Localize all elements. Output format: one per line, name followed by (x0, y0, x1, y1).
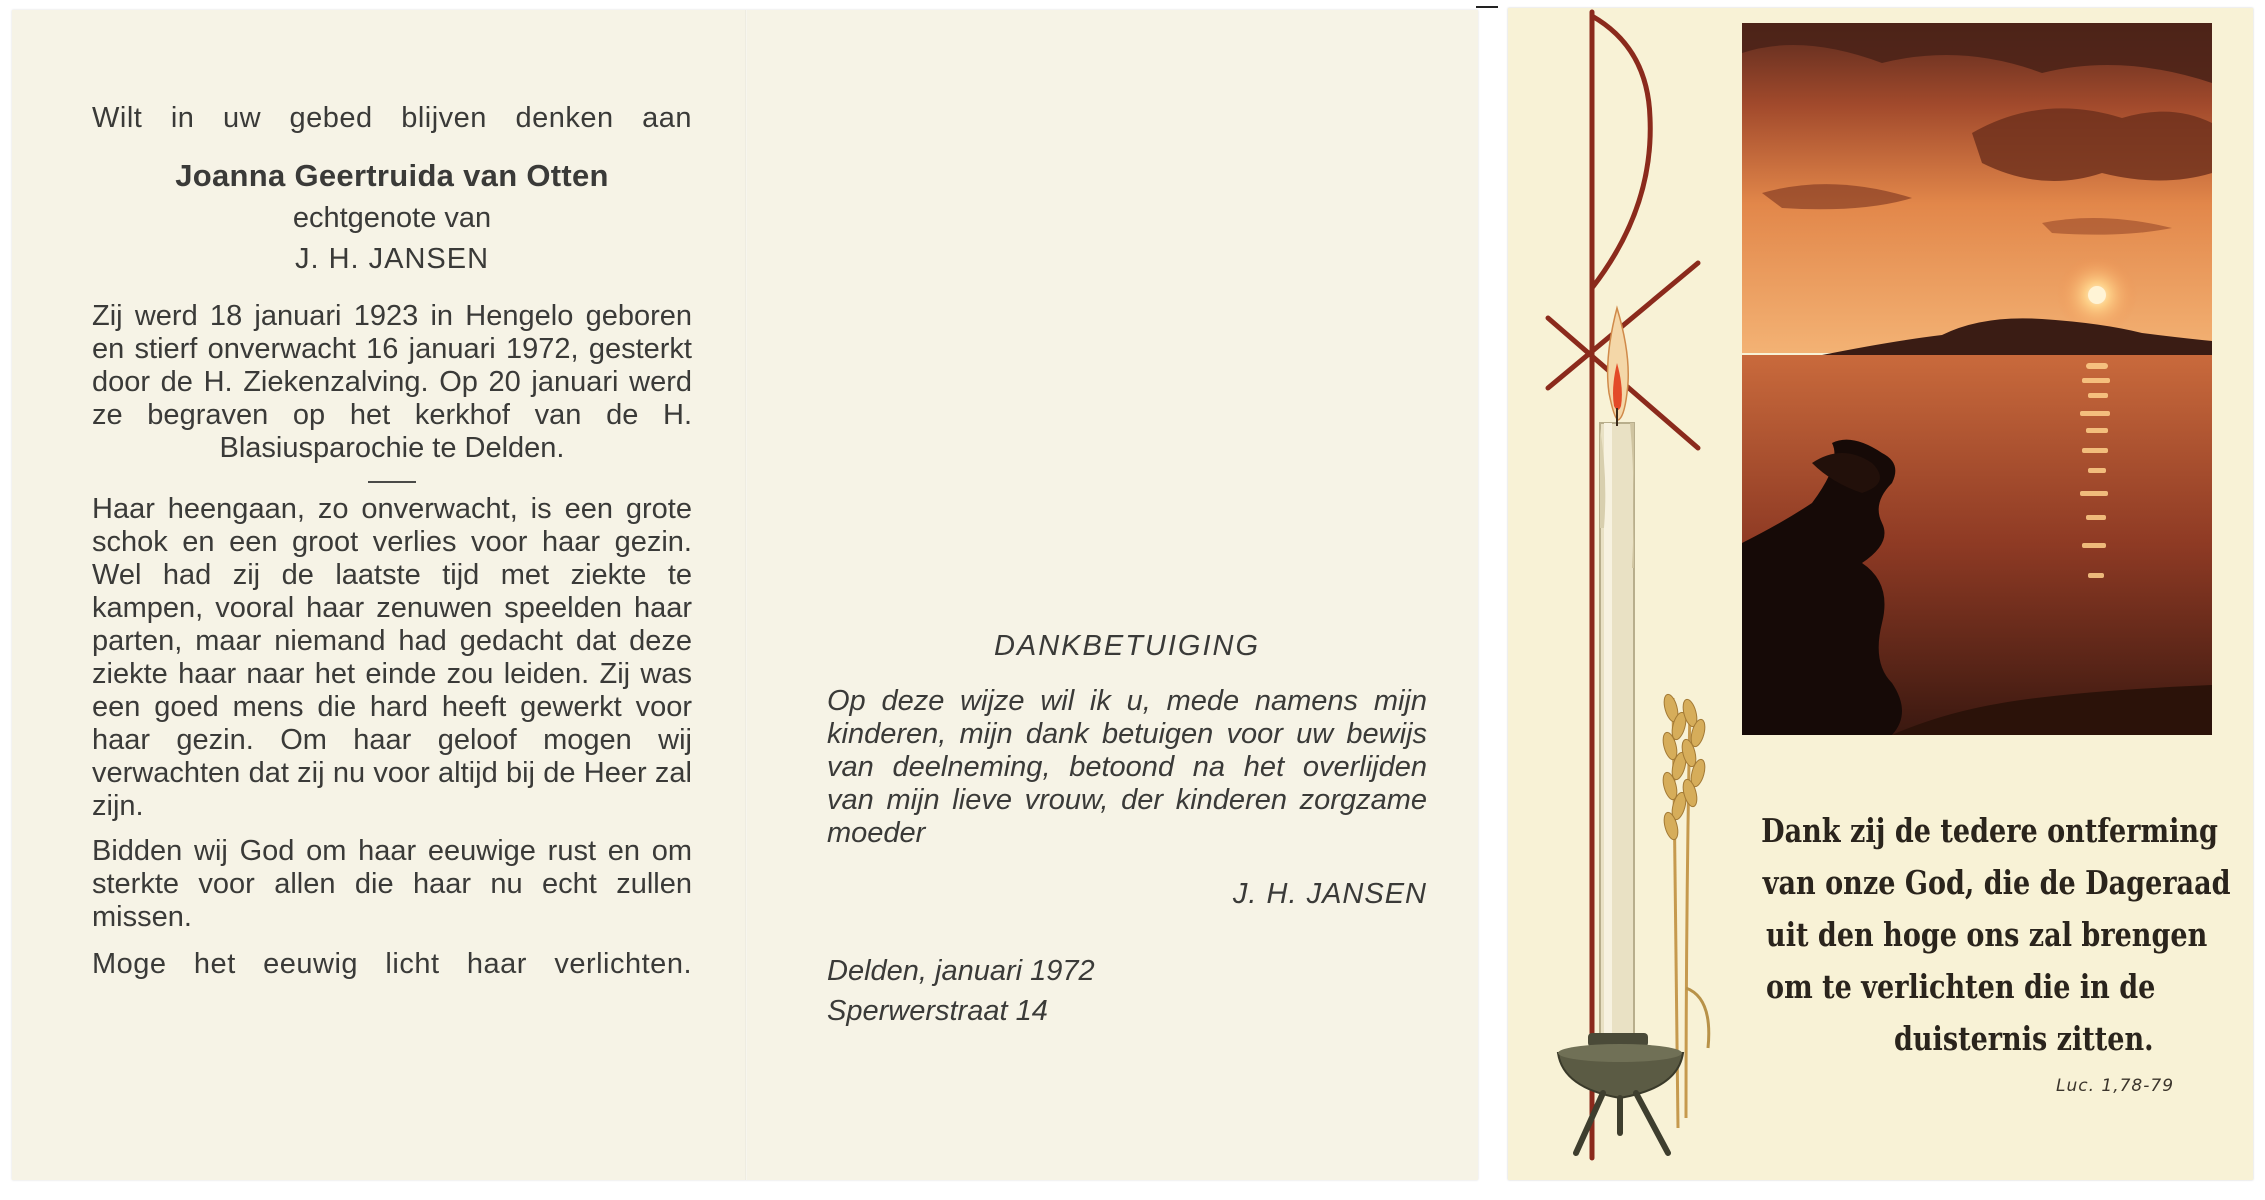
scripture-reference: Luc. 1,78-79 (2056, 1076, 2175, 1096)
intro-line: Wilt in uw gebed blijven denken aan (92, 102, 692, 134)
thanks-signature: J. H. JANSEN (1232, 878, 1427, 910)
biography-paragraph: Zij werd 18 januari 1923 in Hengelo geboren en stierf onverwacht 16 januari 1972, gesterkt door de H. Ziekenzalving. Op 20 januari werd ze begraven op het kerkhof van de H. Blasiusparochie te Delden. (92, 300, 692, 464)
candle-chi-rho-ornament (1508, 8, 1753, 1180)
deceased-name: Joanna Geertruida van Otten (175, 158, 609, 193)
closing-line: Moge het eeuwig licht haar verlichten. (92, 948, 692, 980)
memorial-card-folded (12, 10, 1478, 1180)
thanks-body: Op deze wijze wil ik u, mede namens mijn kinderen, mijn dank betuigen voor uw bewijs van deelneming, betoond na het overlijden van mijn lieve vrouw, der kinderen zorgzame moeder (827, 685, 1427, 849)
thanks-panel (827, 630, 1427, 1028)
verse-line: Dank zij de tedere ontferming (1761, 811, 2218, 850)
divider-rule (368, 481, 416, 483)
address-line: Sperwerstraat 14 (827, 995, 1048, 1027)
place-date: Delden, januari 1972 (827, 955, 1095, 987)
scripture-verse (1748, 805, 2231, 1065)
prayer-paragraph: Bidden wij God om haar eeuwige rust en om sterkte voor allen die haar nu echt zullen missen. (92, 835, 692, 933)
verse-line: duisternis zitten. (1893, 1019, 2154, 1058)
thanks-heading: DANKBETUIGING (993, 630, 1261, 662)
edge-mark (1476, 6, 1498, 8)
fold-crease (745, 10, 747, 1180)
relation-line: echtgenote van (292, 202, 492, 234)
verse-line: om te verlichten die in de (1766, 967, 2156, 1006)
prayer-card-front (1508, 8, 2253, 1180)
memorial-text-panel (92, 102, 692, 981)
verse-line: van onze God, die de Dageraad (1762, 863, 2231, 902)
spouse-name: J. H. JANSEN (294, 243, 490, 275)
tribute-paragraph: Haar heengaan, zo onverwacht, is een grote schok en een groot verlies voor haar gezin. Wel had zij de laatste tijd met ziekte te kampen, vooral haar zenuwen speelden haar parten, maar niemand had gedacht dat deze ziekte haar naar het einde zou leiden. Zij was een goed mens die hard heeft gewerkt voor haar gezin. Om haar geloof mogen wij verwachten dat zij nu voor altijd bij de Heer zal zijn. (92, 493, 692, 822)
sunset-photo (1742, 23, 2212, 735)
verse-line: uit den hoge ons zal brengen (1766, 915, 2208, 954)
